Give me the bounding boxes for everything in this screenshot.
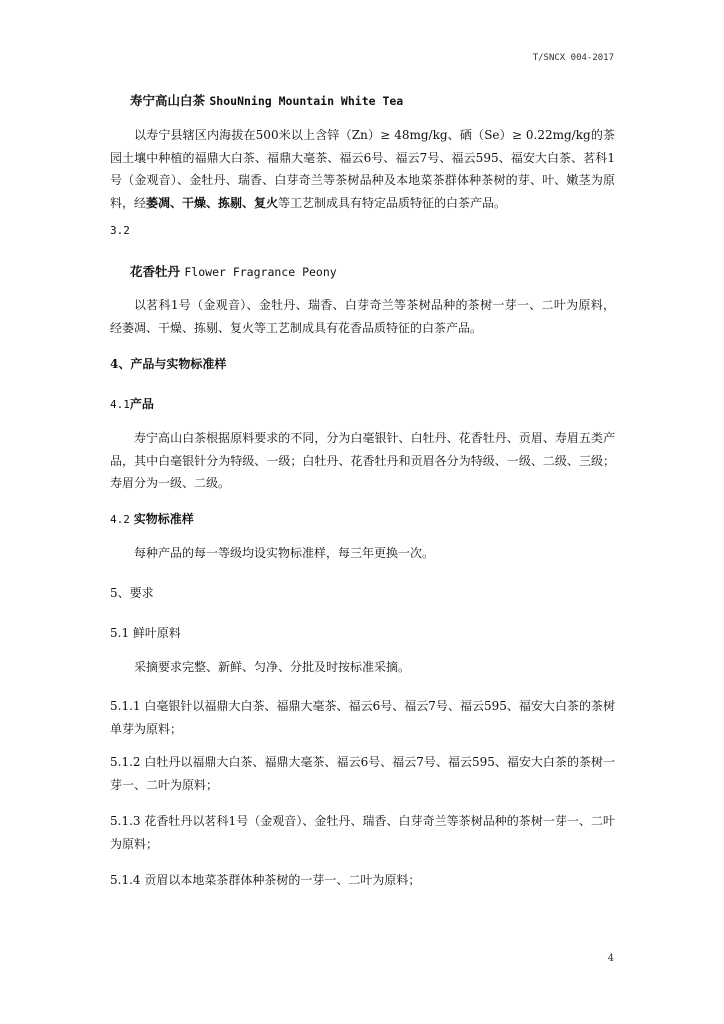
- section-heading: 产品: [129, 397, 154, 411]
- paragraph-4-2: [110, 542, 615, 565]
- paragraph-4-1: [110, 427, 615, 495]
- list-item-5-1-4: [110, 869, 615, 892]
- definition-text: 以寿宁县辖区内海拔在500米以上含锌（Zn）≥ 48mg/kg、硒（Se）≥ 0.22mg/kg的茶园土壤中种植的福鼎大白茶、福鼎大毫茶、福云6号、福云7号、福云595、福安大白茶、茗科1号（金观音）、金牡丹、瑞香、白芽奇兰等茶树品种及本地菜茶群体种茶树的芽、叶、嫩茎为原料，经: [110, 128, 615, 210]
- section-heading: 实物标准样: [133, 512, 194, 526]
- definition-text-end: 等工艺制成具有特定品质特征的白茶产品。: [278, 195, 507, 210]
- definition-paragraph-3-1: [110, 124, 615, 214]
- page-number: 4: [607, 953, 614, 964]
- list-item-5-1-2: [110, 751, 615, 796]
- section-number: 4.1: [110, 398, 130, 411]
- paragraph-text: 每种产品的每一等级均设实物标准样，每三年更换一次。: [134, 546, 435, 560]
- list-item-text: 5.1.3 花香牡丹以茗科1号（金观音）、金牡丹、瑞香、白芽奇兰等茶树品种的茶树一芽一、二叶为原料；: [110, 814, 615, 851]
- section-number: 4.2: [110, 513, 130, 526]
- section-title-4: [110, 355, 226, 372]
- definition-bold-text: 萎凋、干燥、拣剔、复火: [146, 195, 279, 210]
- standard-code: T/SNCX 004-2017: [532, 53, 614, 63]
- list-item-5-1-1: [110, 695, 615, 740]
- list-item-5-1-3: [110, 810, 615, 855]
- section-title-4-1: [110, 395, 154, 412]
- section-title-4-2: [110, 510, 194, 527]
- list-item-text: 5.1.4 贡眉以本地菜茶群体种茶树的一芽一、二叶为原料；: [110, 873, 421, 887]
- term-cn: 寿宁高山白茶: [130, 93, 206, 108]
- definition-text: 以茗科1号（金观音）、金牡丹、瑞香、白芽奇兰等茶树品种的茶树一芽一、二叶为原料，经萎凋、干燥、拣剔、复火等工艺制成具有花香品质特征的白茶产品。: [110, 298, 615, 335]
- term-title-flower-fragrance-peony: [130, 262, 337, 280]
- list-item-text: 5.1.1 白毫银针以福鼎大白茶、福鼎大毫茶、福云6号、福云7号、福云595、福安大白茶的茶树单芽为原料；: [110, 699, 615, 736]
- definition-paragraph-3-2: [110, 294, 615, 339]
- list-item-text: 5.1.2 白牡丹以福鼎大白茶、福鼎大毫茶、福云6号、福云7号、福云595、福安大白茶的茶树一芽一、二叶为原料；: [110, 755, 615, 792]
- term-en: ShouNning Mountain White Tea: [209, 94, 404, 108]
- section-title-5: 5、要求: [110, 586, 154, 600]
- section-4-heading: 4、产品与实物标准样: [110, 357, 227, 371]
- term-cn: 花香牡丹: [130, 264, 181, 279]
- section-number-3-2: 3.2: [110, 224, 130, 237]
- term-title-shouning-white-tea: [130, 91, 403, 109]
- paragraph-text: 寿宁高山白茶根据原料要求的不同，分为白毫银针、白牡丹、花香牡丹、贡眉、寿眉五类产品，其中白毫银针分为特级、一级；白牡丹、花香牡丹和贡眉各分为特级、一级、二级、三级；寿眉分为一级、二级。: [110, 431, 615, 490]
- section-title-5-1: 5.1 鲜叶原料: [110, 626, 181, 640]
- paragraph-5-1: [110, 656, 615, 679]
- term-en: Flower Fragrance Peony: [184, 265, 337, 279]
- paragraph-text: 采摘要求完整、新鲜、匀净、分批及时按标准采摘。: [134, 660, 411, 674]
